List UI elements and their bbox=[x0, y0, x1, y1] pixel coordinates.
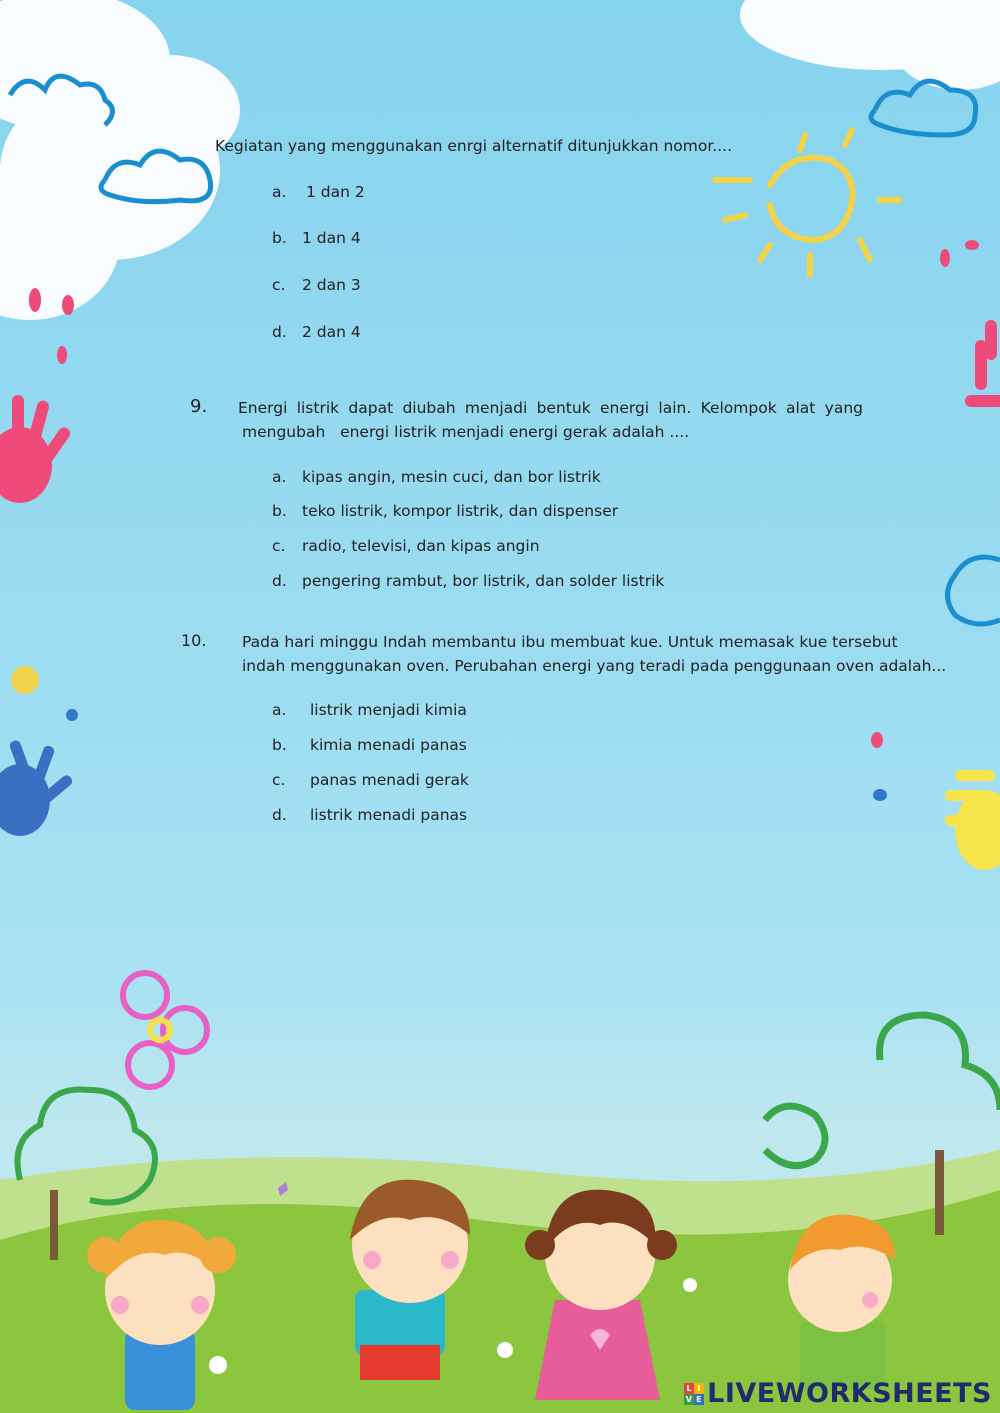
sun-icon bbox=[715, 130, 900, 275]
option-letter: a. bbox=[272, 468, 287, 486]
liveworksheets-logo bbox=[684, 1378, 992, 1409]
pink-hand-right-icon bbox=[965, 320, 1000, 407]
option-text: kimia menadi panas bbox=[310, 736, 467, 754]
option-text: 2 dan 4 bbox=[302, 323, 361, 341]
q9-question-line1: Energi listrik dapat diubah menjadi bentuk energi lain. Kelompok alat yang bbox=[238, 399, 863, 417]
option-letter: b. bbox=[272, 229, 287, 247]
flower-outline-icon bbox=[123, 973, 207, 1087]
tree-right-icon bbox=[765, 1015, 1000, 1166]
logo-letter: L bbox=[684, 1383, 694, 1394]
option-text: listrik menjadi kimia bbox=[310, 701, 467, 719]
q10-question bbox=[242, 630, 946, 678]
option-letter: b. bbox=[272, 736, 287, 754]
live-logo-icon bbox=[684, 1383, 704, 1405]
q9-option-b[interactable] bbox=[272, 502, 618, 520]
option-text: panas menadi gerak bbox=[310, 771, 469, 789]
yellow-hand-icon bbox=[945, 770, 1000, 870]
option-text: radio, televisi, dan kipas angin bbox=[302, 537, 540, 555]
option-letter: b. bbox=[272, 502, 287, 520]
q10-question-line2: indah menggunakan oven. Perubahan energi yang teradi pada penggunaan oven adalah... bbox=[242, 657, 947, 675]
q10-number: 10. bbox=[181, 631, 207, 650]
cloud-outline-icon bbox=[871, 81, 976, 135]
option-text: teko listrik, kompor listrik, dan dispenser bbox=[302, 502, 619, 520]
option-text: 2 dan 3 bbox=[302, 276, 361, 294]
brand-name: LIVEWORKSHEETS bbox=[707, 1378, 992, 1409]
option-text: listrik menadi panas bbox=[310, 806, 468, 824]
q10-option-c[interactable] bbox=[272, 771, 469, 789]
cloud-top-left bbox=[0, 0, 240, 320]
option-letter: c. bbox=[272, 276, 286, 294]
option-text: 1 dan 2 bbox=[306, 183, 365, 201]
option-letter: c. bbox=[272, 537, 286, 555]
q9-option-d[interactable] bbox=[272, 572, 664, 590]
pink-hand-icon bbox=[0, 395, 72, 503]
q10-option-d[interactable] bbox=[272, 806, 467, 824]
logo-letter: V bbox=[685, 1394, 693, 1404]
q10-option-a[interactable] bbox=[272, 701, 467, 719]
cloud-outline-icon bbox=[948, 557, 1000, 624]
option-letter: d. bbox=[272, 806, 287, 824]
q8-option-c[interactable] bbox=[272, 276, 361, 294]
cloud-top-right bbox=[740, 0, 1000, 90]
q10-question-line1: Pada hari minggu Indah membantu ibu membuat kue. Untuk memasak kue tersebut bbox=[242, 633, 898, 651]
q9-option-a[interactable] bbox=[272, 468, 601, 486]
q9-question-line2: mengubah energi listrik menjadi energi gerak adalah .... bbox=[242, 423, 690, 441]
q9-question bbox=[238, 396, 863, 444]
q8-option-a[interactable] bbox=[272, 183, 365, 201]
q9-option-c[interactable] bbox=[272, 537, 540, 555]
option-letter: a. bbox=[272, 183, 287, 201]
option-letter: a. bbox=[272, 701, 287, 719]
logo-letter: I bbox=[694, 1383, 704, 1394]
option-letter: d. bbox=[272, 572, 287, 590]
q8-question: Kegiatan yang menggunakan enrgi alternatif ditunjukkan nomor.... bbox=[215, 137, 733, 155]
option-text: kipas angin, mesin cuci, dan bor listrik bbox=[302, 468, 601, 486]
option-text: 1 dan 4 bbox=[302, 229, 361, 247]
q8-option-d[interactable] bbox=[272, 323, 361, 341]
logo-letter: E bbox=[694, 1394, 704, 1405]
option-letter: c. bbox=[272, 771, 286, 789]
q9-number: 9. bbox=[190, 396, 208, 417]
kid-boy-green-icon bbox=[788, 1215, 895, 1390]
blue-hand-icon bbox=[0, 739, 74, 836]
q8-option-b[interactable] bbox=[272, 229, 361, 247]
option-text: pengering rambut, bor listrik, dan solder listrik bbox=[302, 572, 665, 590]
option-letter: d. bbox=[272, 323, 287, 341]
q10-option-b[interactable] bbox=[272, 736, 467, 754]
